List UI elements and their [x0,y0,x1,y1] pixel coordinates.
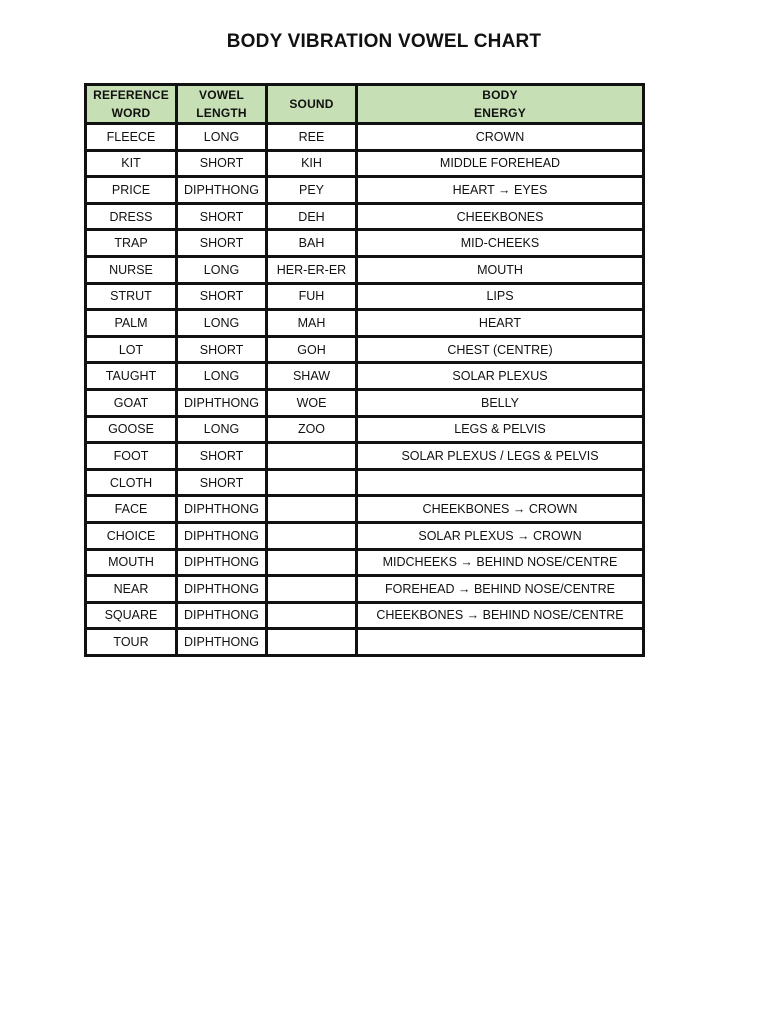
header-row [86,85,644,124]
vowel-length-cell: LONG [177,363,267,390]
sound-cell: GOH [267,336,357,363]
sound-cell: MAH [267,310,357,337]
header-sound [267,85,357,124]
vowel-length-cell: DIPHTHONG [177,389,267,416]
table-row [86,496,644,523]
header-line: WORD [111,106,151,120]
table-row [86,389,644,416]
body-energy-cell: MIDDLE FOREHEAD [357,150,644,177]
table-row [86,549,644,576]
reference-word-cell: DRESS [86,203,177,230]
sound-cell [267,602,357,629]
body-energy-cell: LIPS [357,283,644,310]
body-energy-cell: FOREHEAD → BEHIND NOSE/CENTRE [357,576,644,603]
header-line: VOWEL [199,88,244,102]
table-row [86,522,644,549]
vowel-length-cell: LONG [177,310,267,337]
body-energy-cell: SOLAR PLEXUS [357,363,644,390]
table-body [86,124,644,656]
sound-cell: FUH [267,283,357,310]
sound-cell [267,629,357,656]
table-row [86,336,644,363]
header-line: SOUND [289,97,334,111]
table-row [86,203,644,230]
table-row [86,310,644,337]
body-energy-cell: LEGS & PELVIS [357,416,644,443]
body-energy-cell: SOLAR PLEXUS / LEGS & PELVIS [357,443,644,470]
table-row [86,629,644,656]
table-row [86,230,644,257]
header-body-energy [357,85,644,124]
vowel-length-cell: DIPHTHONG [177,602,267,629]
sound-cell [267,549,357,576]
table-row [86,177,644,204]
body-energy-cell: CHEST (CENTRE) [357,336,644,363]
reference-word-cell: NURSE [86,256,177,283]
table-row [86,150,644,177]
header-reference-word [86,85,177,124]
sound-cell: HER-ER-ER [267,256,357,283]
vowel-length-cell: SHORT [177,203,267,230]
body-energy-cell: MOUTH [357,256,644,283]
body-energy-cell [357,469,644,496]
sound-cell: WOE [267,389,357,416]
header-line: REFERENCE [93,88,169,102]
vowel-length-cell: DIPHTHONG [177,549,267,576]
reference-word-cell: PRICE [86,177,177,204]
reference-word-cell: TRAP [86,230,177,257]
vowel-length-cell: SHORT [177,150,267,177]
table-row [86,283,644,310]
reference-word-cell: FLEECE [86,124,177,151]
sound-cell: SHAW [267,363,357,390]
reference-word-cell: KIT [86,150,177,177]
table-row [86,443,644,470]
sound-cell: DEH [267,203,357,230]
reference-word-cell: LOT [86,336,177,363]
header-line: LENGTH [196,106,247,120]
table-row [86,124,644,151]
table-row [86,416,644,443]
vowel-length-cell: LONG [177,256,267,283]
reference-word-cell: GOOSE [86,416,177,443]
sound-cell [267,469,357,496]
header-vowel-length [177,85,267,124]
body-energy-cell: HEART → EYES [357,177,644,204]
reference-word-cell: STRUT [86,283,177,310]
body-energy-cell [357,629,644,656]
vowel-length-cell: SHORT [177,469,267,496]
table-row [86,363,644,390]
sound-cell: PEY [267,177,357,204]
table-row [86,576,644,603]
vowel-length-cell: SHORT [177,443,267,470]
header-line: BODY [482,88,518,102]
sound-cell [267,576,357,603]
body-energy-cell: CHEEKBONES → BEHIND NOSE/CENTRE [357,602,644,629]
vowel-length-cell: DIPHTHONG [177,629,267,656]
sound-cell: ZOO [267,416,357,443]
sound-cell [267,496,357,523]
reference-word-cell: MOUTH [86,549,177,576]
body-energy-cell: CROWN [357,124,644,151]
vowel-length-cell: SHORT [177,230,267,257]
table-row [86,256,644,283]
vowel-length-cell: LONG [177,416,267,443]
reference-word-cell: TOUR [86,629,177,656]
sound-cell: KIH [267,150,357,177]
vowel-length-cell: DIPHTHONG [177,522,267,549]
reference-word-cell: PALM [86,310,177,337]
table-header [86,85,644,124]
vowel-length-cell: DIPHTHONG [177,576,267,603]
reference-word-cell: CLOTH [86,469,177,496]
reference-word-cell: SQUARE [86,602,177,629]
vowel-length-cell: DIPHTHONG [177,496,267,523]
reference-word-cell: NEAR [86,576,177,603]
reference-word-cell: GOAT [86,389,177,416]
sound-cell [267,522,357,549]
body-energy-cell: BELLY [357,389,644,416]
body-energy-cell: CHEEKBONES → CROWN [357,496,644,523]
body-energy-cell: HEART [357,310,644,337]
table-row [86,602,644,629]
page-title: BODY VIBRATION VOWEL CHART [226,31,542,52]
sound-cell: BAH [267,230,357,257]
vowel-length-cell: DIPHTHONG [177,177,267,204]
vowel-length-cell: SHORT [177,336,267,363]
table-row [86,469,644,496]
reference-word-cell: CHOICE [86,522,177,549]
body-energy-cell: SOLAR PLEXUS → CROWN [357,522,644,549]
body-energy-cell: MID-CHEEKS [357,230,644,257]
reference-word-cell: TAUGHT [86,363,177,390]
sound-cell: REE [267,124,357,151]
header-line: ENERGY [474,106,526,120]
body-energy-cell: CHEEKBONES [357,203,644,230]
body-energy-cell: MIDCHEEKS → BEHIND NOSE/CENTRE [357,549,644,576]
vowel-length-cell: SHORT [177,283,267,310]
reference-word-cell: FACE [86,496,177,523]
reference-word-cell: FOOT [86,443,177,470]
vowel-chart-table [84,83,645,657]
sound-cell [267,443,357,470]
vowel-length-cell: LONG [177,124,267,151]
